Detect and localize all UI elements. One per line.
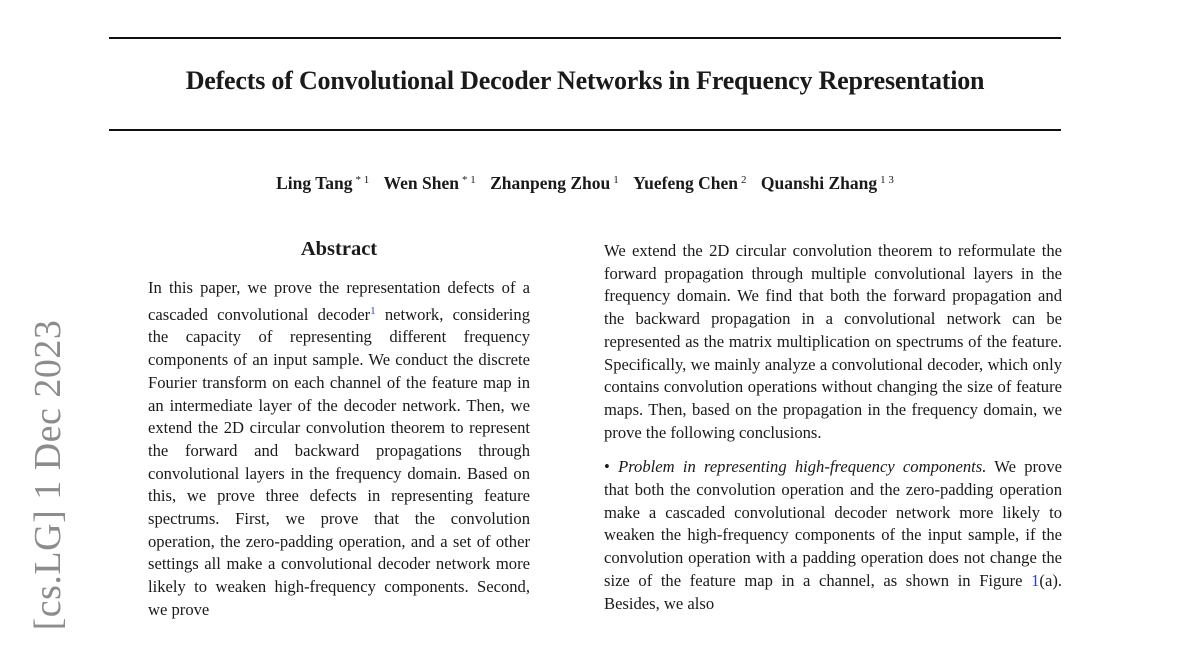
abstract-paragraph: In this paper, we prove the representation defects of a cascaded convolutional decoder$^1$ network, considering the capacity of representing different frequency components of an input sample. We conduct the discrete Fourier transform on each channel of the feature map in an intermediate layer of the decoder network. Then, we extend the 2D circular convolution theorem to represent the forward and backward propagations through convolutional layers in the frequency domain. Based on this, we prove three defects in representing feature spectrums. First, we prove that the convolution operation, the zero-padding operation, and a set of other settings all make a convolutional decoder network more likely to weaken high-frequency components. Second, we prove — [148, 278, 530, 619]
paper-title: Defects of Convolutional Decoder Networks in Frequency Representation — [185, 66, 985, 95]
arxiv-side-stamp: [cs.LG] 1 Dec 2023 — [27, 319, 69, 631]
intro-paragraph: We extend the 2D circular convolution theorem to reformulate the forward propagation through multiple convolutional layers in the frequency domain. We find that both the forward propagation and the backward propagation in a convolutional network can be represented as the matrix multiplication on spectrums of the feature. Specifically, we mainly analyze a convolutional decoder, which only contains convolution operations without changing the size of feature maps. Then, based on the propagation in the frequency domain, we prove the following conclusions. — [604, 241, 1062, 442]
author: Zhanpeng Zhou $^1$ — [490, 173, 619, 193]
author-list — [0, 173, 1170, 194]
author: Wen Shen $^{* 1}$ — [383, 173, 476, 193]
bullet-marker: • — [604, 457, 610, 477]
figure-link[interactable]: 1 — [1031, 570, 1040, 590]
author: Yuefeng Chen $^2$ — [633, 173, 747, 193]
title-bottom-rule — [109, 129, 1061, 131]
abstract-body — [148, 277, 530, 622]
introduction-column — [604, 240, 1062, 615]
title-top-rule — [109, 37, 1061, 39]
bullet-heading: Problem in representing high-frequency components. — [618, 457, 987, 477]
author: Ling Tang $^{* 1}$ — [276, 173, 370, 193]
abstract-heading: Abstract — [300, 238, 378, 260]
bullet-paragraph: • Problem in representing high-frequency components. We prove that both the convolution operation and the zero-padding operation make a cascaded convolutional decoder network more likely to weaken the high-frequency components of the input sample, if the convolution operation with a padding operation does not change the size of the feature map in a channel, as shown in Figure 1(a). Besides, we also — [604, 457, 1062, 613]
footnote-link[interactable]: 1 — [370, 304, 376, 317]
author: Quanshi Zhang $^{1 3}$ — [760, 173, 894, 193]
